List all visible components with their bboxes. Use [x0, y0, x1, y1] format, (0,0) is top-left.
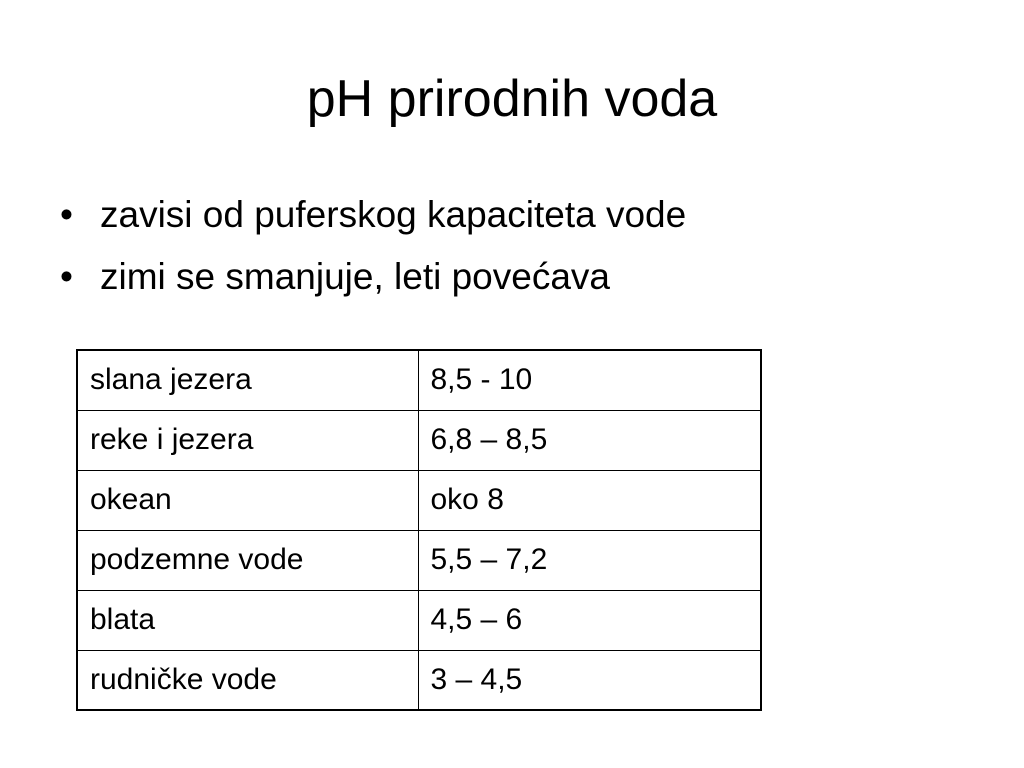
- table-row: [77, 590, 761, 650]
- table-row: [77, 530, 761, 590]
- bullet-text: zimi se smanjuje, leti povećava: [100, 256, 610, 297]
- table-row: [77, 470, 761, 530]
- ph-range-cell: 6,8 – 8,5: [418, 410, 761, 470]
- bullet-text: zavisi od puferskog kapaciteta vode: [100, 194, 687, 235]
- slide-title: pH prirodnih voda: [306, 70, 718, 128]
- ph-range-cell: 4,5 – 6: [418, 590, 761, 650]
- ph-table: [76, 349, 762, 711]
- table-row: [77, 410, 761, 470]
- water-type-cell: okean: [77, 470, 418, 530]
- water-type-cell: reke i jezera: [77, 410, 418, 470]
- ph-range-cell: 5,5 – 7,2: [418, 530, 761, 590]
- bullet-mark: •: [60, 256, 73, 297]
- bullet-mark: •: [60, 194, 73, 235]
- ph-range-cell: oko 8: [418, 470, 761, 530]
- water-type-cell: podzemne vode: [77, 530, 418, 590]
- ph-range-cell: 8,5 - 10: [418, 350, 761, 410]
- ph-range-cell: 3 – 4,5: [418, 650, 761, 710]
- table-row: [77, 350, 761, 410]
- water-type-cell: slana jezera: [77, 350, 418, 410]
- water-type-cell: blata: [77, 590, 418, 650]
- table-row: [77, 650, 761, 710]
- water-type-cell: rudničke vode: [77, 650, 418, 710]
